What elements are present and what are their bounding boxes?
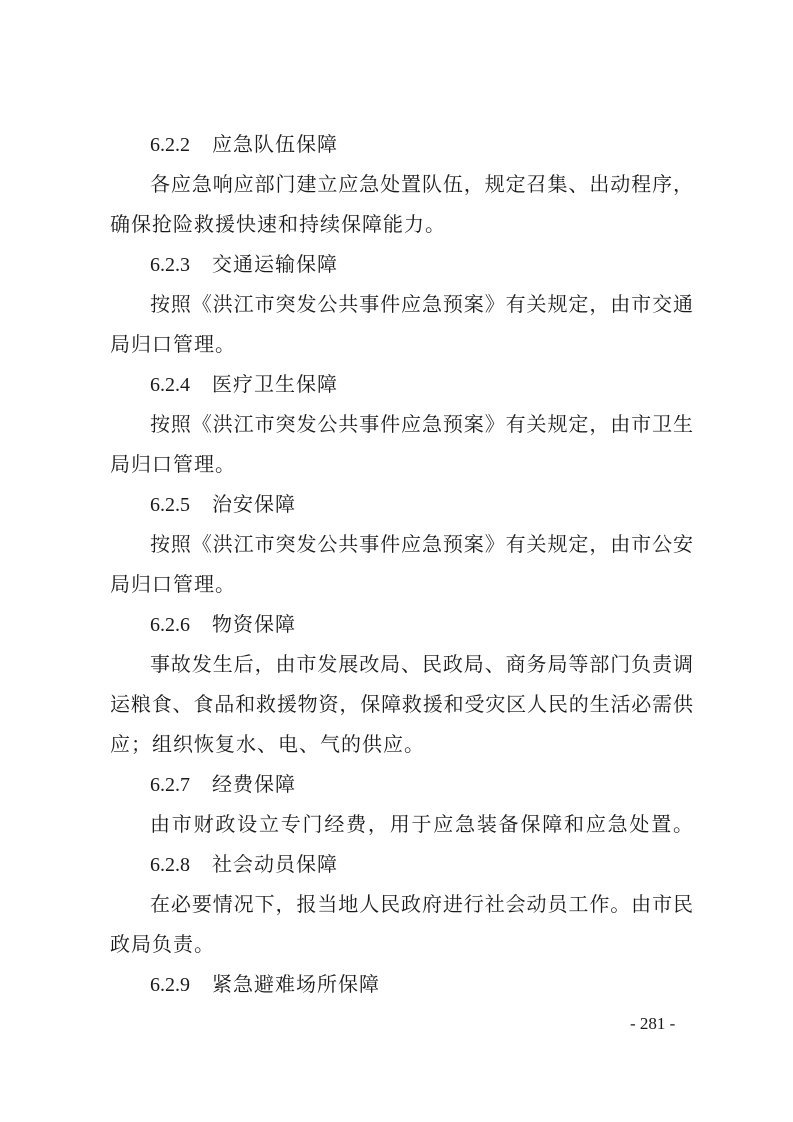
section-number: 6.2.2: [150, 134, 190, 156]
paragraph-line: 运粮食、食品和救援物资，保障救援和受灾区人民的生活必需供: [110, 692, 693, 716]
section-number: 6.2.7: [150, 774, 190, 796]
section-heading-6-2-5: [150, 490, 296, 519]
section-number: 6.2.4: [150, 374, 190, 396]
paragraph-line: 在必要情况下，报当地人民政府进行社会动员工作。由市民: [150, 892, 693, 916]
paragraph-line: 按照《洪江市突发公共事件应急预案》有关规定，由市公安: [150, 532, 693, 556]
section-heading-6-2-7: [150, 770, 296, 799]
section-number: 6.2.5: [150, 494, 190, 516]
section-title: 社会动员保障: [212, 852, 338, 876]
section-title: 治安保障: [212, 492, 296, 516]
section-number: 6.2.6: [150, 614, 190, 636]
paragraph-line: 局归口管理。: [110, 332, 236, 356]
section-title: 医疗卫生保障: [212, 372, 338, 396]
paragraph-line: 局归口管理。: [110, 452, 236, 476]
paragraph-line: 应；组织恢复水、电、气的供应。: [110, 732, 425, 756]
paragraph-line: 确保抢险救援快速和持续保障能力。: [110, 212, 446, 236]
paragraph-line: 按照《洪江市突发公共事件应急预案》有关规定，由市卫生: [150, 412, 693, 436]
section-title: 交通运输保障: [212, 252, 338, 276]
section-title: 经费保障: [212, 772, 296, 796]
page-number: - 281 -: [630, 1014, 676, 1033]
section-title: 紧急避难场所保障: [212, 972, 380, 996]
paragraph-line: 政局负责。: [110, 932, 215, 956]
section-heading-6-2-8: [150, 850, 338, 879]
paragraph-line: 由市财政设立专门经费，用于应急装备保障和应急处置。: [150, 812, 693, 836]
paragraph-line: 按照《洪江市突发公共事件应急预案》有关规定，由市交通: [150, 292, 693, 316]
section-heading-6-2-4: [150, 370, 338, 399]
section-number: 6.2.9: [150, 974, 190, 996]
paragraph-line: 事故发生后，由市发展改局、民政局、商务局等部门负责调: [150, 652, 693, 676]
section-heading-6-2-9: [150, 970, 380, 999]
section-heading-6-2-2: [150, 130, 338, 159]
section-heading-6-2-6: [150, 610, 296, 639]
section-heading-6-2-3: [150, 250, 338, 279]
section-title: 物资保障: [212, 612, 296, 636]
section-number: 6.2.3: [150, 254, 190, 276]
paragraph-line: 各应急响应部门建立应急处置队伍，规定召集、出动程序，: [150, 172, 693, 196]
section-title: 应急队伍保障: [212, 132, 338, 156]
paragraph-line: 局归口管理。: [110, 572, 236, 596]
section-number: 6.2.8: [150, 854, 190, 876]
